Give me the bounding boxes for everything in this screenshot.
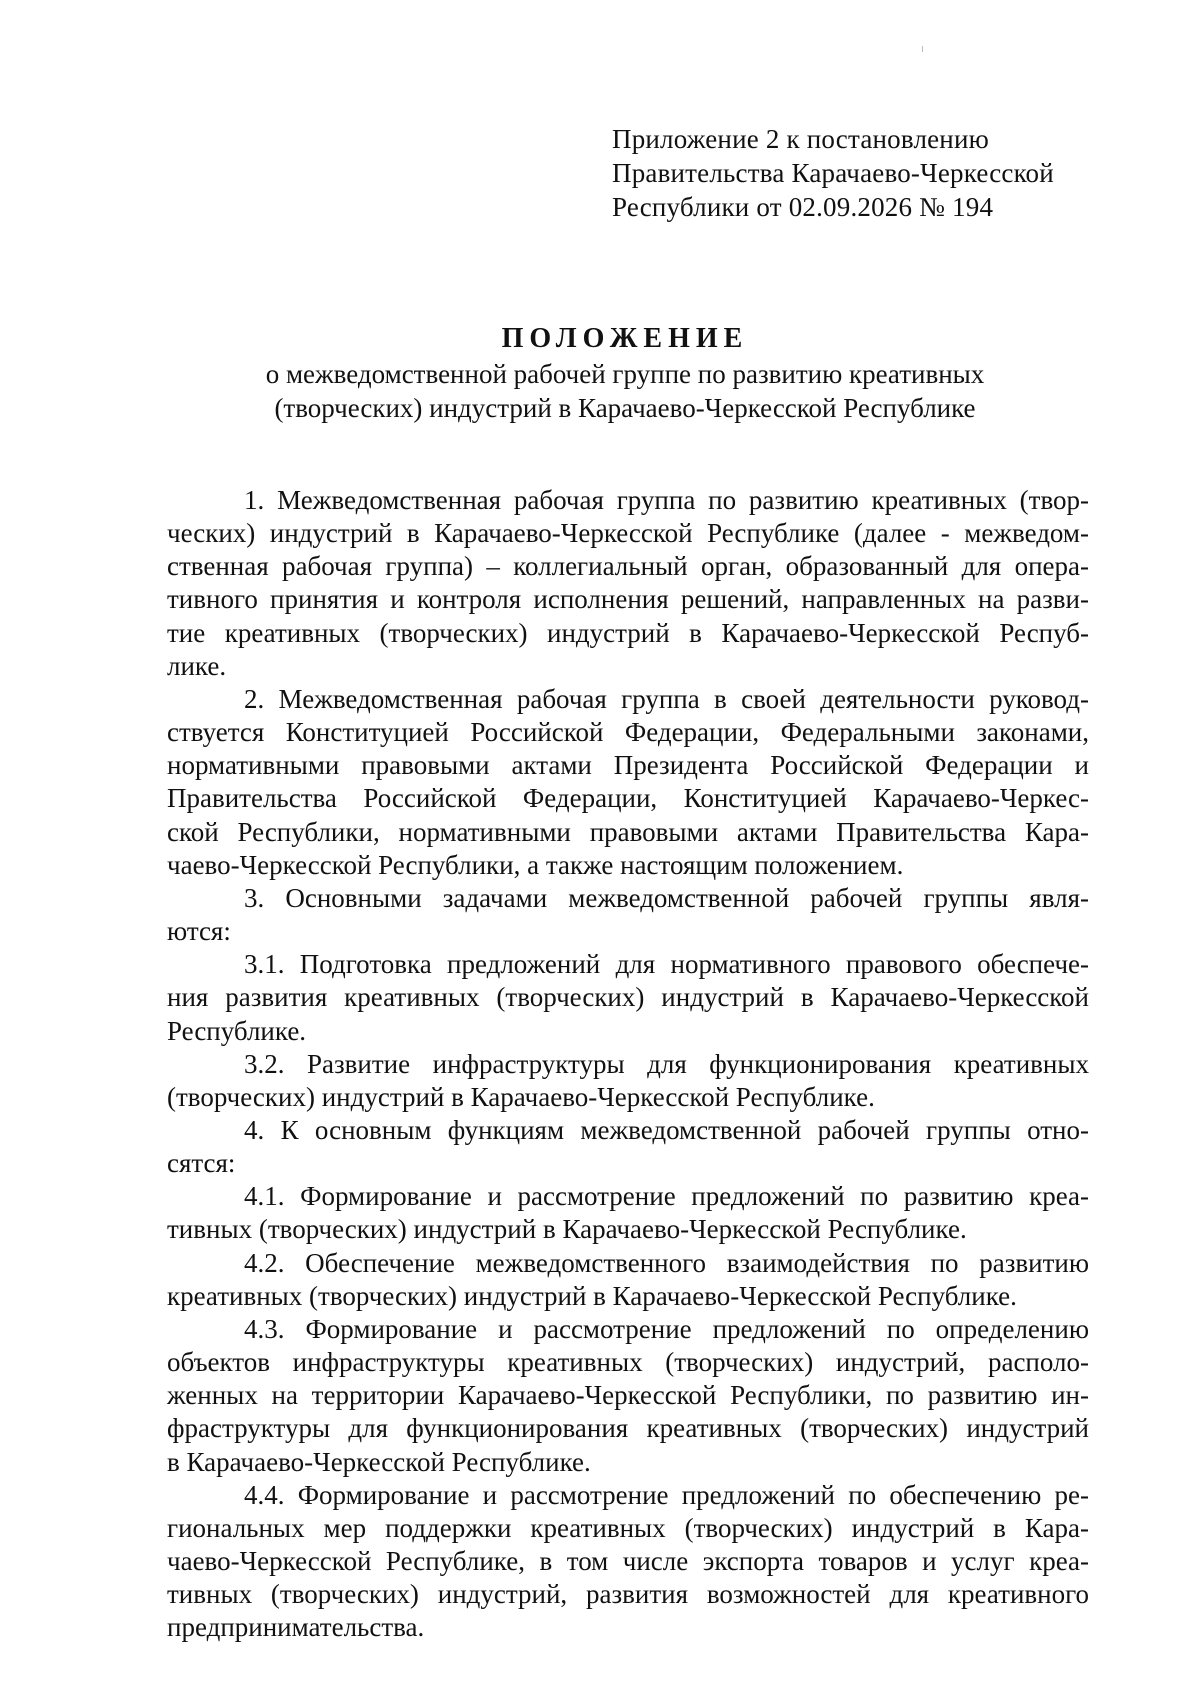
paragraph-line: сятся: xyxy=(167,1148,236,1179)
paragraph-p4 xyxy=(167,1114,1089,1180)
appendix-line: Республики от 02.09.2026 № 194 xyxy=(612,192,994,222)
paragraph-line: объектов инфраструктуры креативных (творческих) индустрий, располо- xyxy=(167,1347,1089,1378)
paragraph-line: ственная рабочая группа) – коллегиальный орган, образованный для опера- xyxy=(167,551,1089,582)
paragraph-p2 xyxy=(167,683,1089,882)
paragraph-line: 4. К основным функциям межведомственной рабочей группы отно- xyxy=(244,1114,1089,1145)
paragraph-line: ческих) индустрий в Карачаево-Черкесской Республике (далее - межведом- xyxy=(167,518,1089,549)
paragraph-line: 3.1. Подготовка предложений для нормативного правового обеспече- xyxy=(244,949,1089,980)
document-subtitle xyxy=(0,357,1200,425)
paragraph-line: предпринимательства. xyxy=(167,1612,425,1643)
paragraph-p3 xyxy=(167,882,1089,948)
paragraph-p3_1 xyxy=(167,948,1089,1047)
subtitle-line: о межведомственной рабочей группе по развитию креативных xyxy=(265,359,985,389)
paragraph-line: 4.2. Обеспечение межведомственного взаимодействия по развитию xyxy=(244,1247,1089,1278)
subtitle-line: (творческих) индустрий в Карачаево-Черкесской Республике xyxy=(274,393,976,423)
paragraph-p3_2 xyxy=(167,1048,1089,1114)
paragraph-line: тие креативных (творческих) индустрий в Карачаево-Черкесской Респуб- xyxy=(167,617,1089,648)
paragraph-line: 3. Основными задачами межведомственной рабочей группы явля- xyxy=(244,882,1089,913)
paragraph-line: 1. Межведомственная рабочая группа по развитию креативных (твор- xyxy=(244,485,1089,515)
document-body xyxy=(167,484,1089,1644)
paragraph-line: ния развития креативных (творческих) индустрий в Карачаево-Черкесской xyxy=(167,982,1089,1013)
paragraph-p4_1 xyxy=(167,1180,1089,1246)
appendix-line: Приложение 2 к постановлению xyxy=(612,124,989,154)
paragraph-p4_2 xyxy=(167,1247,1089,1313)
paragraph-line: 4.4. Формирование и рассмотрение предложений по обеспечению ре- xyxy=(244,1479,1089,1510)
document-title: ПОЛОЖЕНИЕ xyxy=(501,323,749,354)
paragraph-line: ются: xyxy=(167,916,231,947)
paragraph-p1 xyxy=(167,484,1089,683)
scan-speck xyxy=(922,46,923,52)
appendix-header xyxy=(612,122,1054,224)
paragraph-line: креативных (творческих) индустрий в Карачаево-Черкесской Республике. xyxy=(167,1280,1017,1311)
paragraph-line: Республике. xyxy=(167,1015,307,1046)
paragraph-line: чаево-Черкесской Республики, а также настоящим положением. xyxy=(167,849,904,880)
paragraph-line: 2. Межведомственная рабочая группа в своей деятельности руковод- xyxy=(244,683,1089,714)
paragraph-line: тивных (творческих) индустрий, развития возможностей для креативного xyxy=(167,1579,1089,1610)
paragraph-line: гиональных мер поддержки креативных (творческих) индустрий в Кара- xyxy=(167,1512,1089,1543)
paragraph-line: ствуется Конституцией Российской Федерации, Федеральными законами, xyxy=(167,717,1089,748)
paragraph-p4_3 xyxy=(167,1313,1089,1479)
paragraph-line: 4.1. Формирование и рассмотрение предложений по развитию креа- xyxy=(244,1181,1089,1212)
paragraph-line: нормативными правовыми актами Президента Российской Федерации и xyxy=(167,750,1089,781)
paragraph-line: в Карачаево-Черкесской Республике. xyxy=(167,1446,591,1477)
paragraph-line: тивного принятия и контроля исполнения решений, направленных на разви- xyxy=(167,584,1089,615)
paragraph-line: (творческих) индустрий в Карачаево-Черкесской Республике. xyxy=(167,1081,875,1112)
paragraph-line: чаево-Черкесской Республике, в том числе экспорта товаров и услуг креа- xyxy=(167,1546,1089,1576)
paragraph-line: ской Республики, нормативными правовыми актами Правительства Кара- xyxy=(167,816,1089,847)
paragraph-p4_4 xyxy=(167,1479,1089,1645)
paragraph-line: лике. xyxy=(167,650,227,681)
paragraph-line: 4.3. Формирование и рассмотрение предложений по определению xyxy=(244,1313,1089,1344)
paragraph-line: фраструктуры для функционирования креативных (творческих) индустрий xyxy=(167,1413,1089,1444)
paragraph-line: тивных (творческих) индустрий в Карачаево-Черкесской Республике. xyxy=(167,1214,967,1245)
paragraph-line: Правительства Российской Федерации, Конституцией Карачаево-Черкес- xyxy=(167,783,1089,814)
paragraph-line: 3.2. Развитие инфраструктуры для функционирования креативных xyxy=(244,1048,1089,1079)
appendix-line: Правительства Карачаево-Черкесской xyxy=(612,158,1054,188)
paragraph-line: женных на территории Карачаево-Черкесской Республики, по развитию ин- xyxy=(167,1380,1089,1411)
